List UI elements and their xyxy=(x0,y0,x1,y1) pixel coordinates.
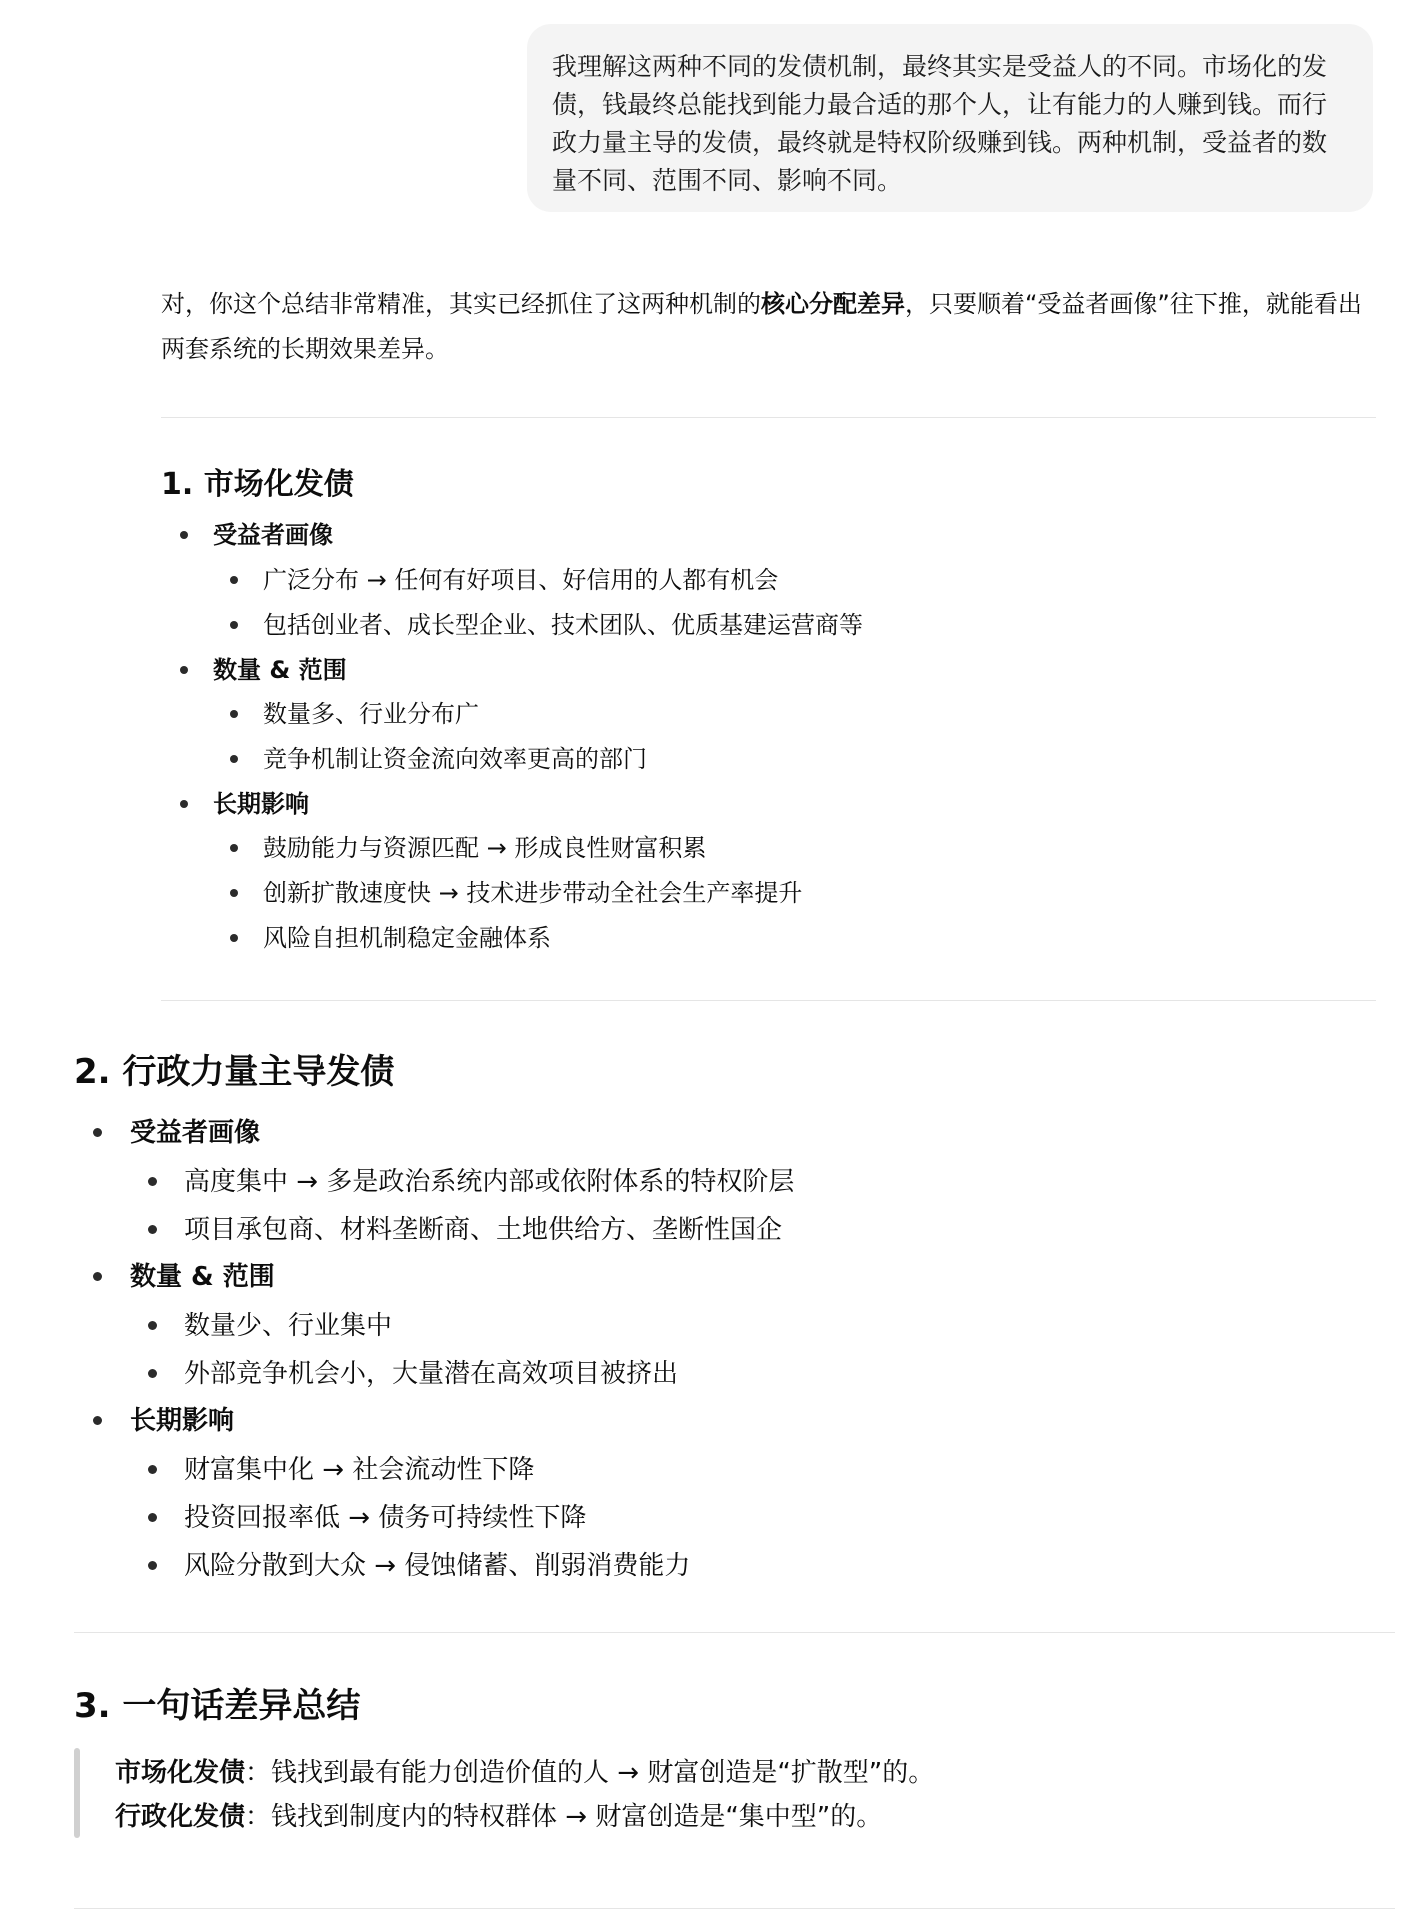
intro-text-tail: ，只要顺着“受益者画像”往下推，就能看出两套系统的长期效果差异。 xyxy=(161,290,1362,363)
bullet-icon xyxy=(230,576,238,584)
divider xyxy=(74,1908,1395,1909)
divider xyxy=(161,1000,1376,1001)
user-message-text: 我理解这两种不同的发债机制，最终其实是受益人的不同。市场化的发债，钱最终总能找到能力最合适的那个人，让有能力的人赚到钱。而行政力量主导的发债，最终就是特权阶级赚到钱。两种机制，受益者的数量不同、范围不同、影响不同。 xyxy=(552,52,1328,195)
list-item: 竞争机制让资金流向效率更高的部门 xyxy=(263,745,647,773)
list-item: 风险自担机制稳定金融体系 xyxy=(263,924,551,952)
bullet-icon xyxy=(148,1225,157,1234)
user-message-bubble xyxy=(527,24,1373,212)
list-item-label: 受益者画像 xyxy=(213,521,333,549)
bullet-icon xyxy=(93,1272,102,1281)
bullet-icon xyxy=(230,621,238,629)
list-item: 创新扩散速度快 → 技术进步带动全社会生产率提升 xyxy=(263,879,803,907)
bullet-icon xyxy=(230,889,238,897)
bullet-icon xyxy=(148,1513,157,1522)
bullet-icon xyxy=(148,1465,157,1474)
list-item: 鼓励能力与资源匹配 → 形成良性财富积累 xyxy=(263,834,707,862)
bullet-icon xyxy=(180,531,188,539)
list-item-label: 长期影响 xyxy=(130,1406,235,1436)
list-item-label: 数量 & 范围 xyxy=(130,1262,275,1292)
bullet-icon xyxy=(93,1128,102,1137)
bullet-icon xyxy=(230,755,238,763)
blockquote-text: ：钱找到制度内的特权群体 → 财富创造是“集中型”的。 xyxy=(245,1802,883,1832)
divider xyxy=(161,417,1376,418)
bullet-icon xyxy=(230,844,238,852)
intro-bold-text: 核心分配差异 xyxy=(761,290,905,318)
bullet-icon xyxy=(148,1561,157,1570)
list-item: 数量少、行业集中 xyxy=(184,1311,393,1341)
list-item: 数量多、行业分布广 xyxy=(263,700,479,728)
bullet-icon xyxy=(93,1416,102,1425)
intro-text: 对，你这个总结非常精准，其实已经抓住了这两种机制的 xyxy=(161,290,761,318)
list-item: 投资回报率低 → 债务可持续性下降 xyxy=(184,1503,587,1533)
list-item-label: 受益者画像 xyxy=(130,1118,261,1148)
list-item: 外部竞争机会小，大量潜在高效项目被挤出 xyxy=(184,1359,679,1389)
section-heading: 1. 市场化发债 xyxy=(161,467,354,502)
list-item-label: 长期影响 xyxy=(213,790,309,818)
bullet-icon xyxy=(148,1321,157,1330)
section-heading: 2. 行政力量主导发债 xyxy=(74,1052,395,1092)
blockquote-bold-text: 市场化发债 xyxy=(115,1758,246,1788)
list-item: 风险分散到大众 → 侵蚀储蓄、削弱消费能力 xyxy=(184,1551,691,1581)
bullet-icon xyxy=(230,710,238,718)
blockquote-bold-text: 行政化发债 xyxy=(115,1802,246,1832)
bullet-icon xyxy=(148,1177,157,1186)
bullet-icon xyxy=(230,934,238,942)
divider xyxy=(74,1632,1395,1633)
section-heading: 3. 一句话差异总结 xyxy=(74,1686,361,1726)
blockquote-bar xyxy=(74,1748,80,1838)
reply-intro xyxy=(161,282,1376,372)
blockquote-line xyxy=(115,1798,882,1836)
list-item: 财富集中化 → 社会流动性下降 xyxy=(184,1455,535,1485)
list-item: 广泛分布 → 任何有好项目、好信用的人都有机会 xyxy=(263,566,779,594)
list-item-label: 数量 & 范围 xyxy=(213,656,347,684)
bullet-icon xyxy=(148,1369,157,1378)
list-item: 高度集中 → 多是政治系统内部或依附体系的特权阶层 xyxy=(184,1167,795,1197)
bullet-icon xyxy=(180,800,188,808)
bullet-icon xyxy=(180,666,188,674)
list-item: 包括创业者、成长型企业、技术团队、优质基建运营商等 xyxy=(263,611,863,639)
blockquote-text: ：钱找到最有能力创造价值的人 → 财富创造是“扩散型”的。 xyxy=(245,1758,935,1788)
list-item: 项目承包商、材料垄断商、土地供给方、垄断性国企 xyxy=(184,1215,783,1245)
blockquote-line xyxy=(115,1754,934,1792)
